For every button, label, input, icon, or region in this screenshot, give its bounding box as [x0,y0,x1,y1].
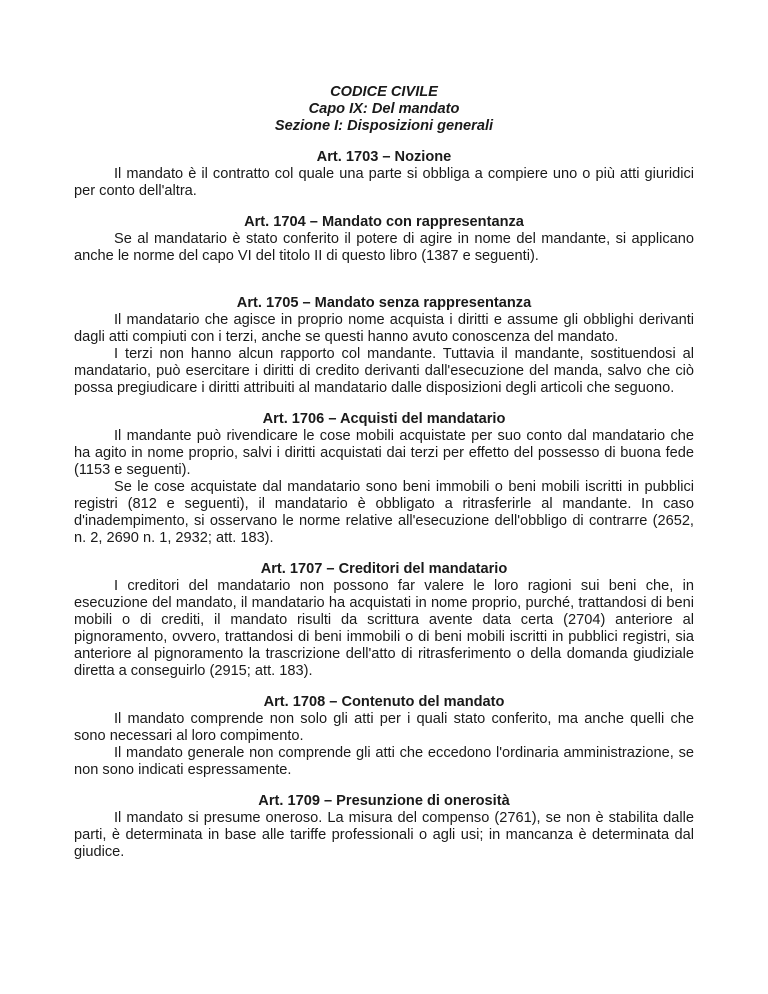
code-title: CODICE CIVILE [330,84,438,100]
article-1708 [74,694,694,779]
article-paragraph: Il mandato si presume oneroso. La misura del compenso (2761), se non è stabilita dalle parti, è determinata in base alle tariffe professionali o agli usi; in mancanza è determinata dal giudice. [74,810,694,860]
article-paragraph: I terzi non hanno alcun rapporto col mandante. Tuttavia il mandante, sostituendosi al mandatario, può esercitare i diritti di credito derivanti dall'esecuzione del manda, salvo che ciò possa pregiudicare i diritti attribuiti al mandatario dalle disposizioni degli articoli che seguono. [74,346,694,396]
article-title: Art. 1707 – Creditori del mandatario [260,561,508,577]
article-1707 [74,561,694,680]
document-header [74,84,694,135]
article-paragraph: Il mandato comprende non solo gli atti per i quali stato conferito, ma anche quelli che sono necessari al loro compimento. [74,711,694,744]
article-title: Art. 1705 – Mandato senza rappresentanza [236,295,532,311]
article-title: Art. 1704 – Mandato con rappresentanza [244,214,524,230]
article-paragraph: Il mandato generale non comprende gli atti che eccedono l'ordinaria amministrazione, se non sono indicati espressamente. [74,745,694,778]
article-title: Art. 1708 – Contenuto del mandato [263,694,505,710]
chapter-title: Capo IX: Del mandato [308,101,460,117]
article-paragraph: I creditori del mandatario non possono far valere le loro ragioni sui beni che, in esecuzione del mandato, il mandatario ha acquistati in nome proprio, purché, trattandosi di beni mobili o di crediti, il mandato risulti da scrittura avente data certa (2704) anteriore al pignoramento, ovvero, trattandosi di beni immobili o di beni mobili iscritti in pubblici registri, sia anteriore al pignoramento la trascrizione dell'atto di ritrasferimento o della domanda giudiziale diretta a conseguirlo (2915; att. 183). [74,578,694,679]
article-title: Art. 1706 – Acquisti del mandatario [262,411,506,427]
document-page [74,84,694,875]
article-paragraph: Il mandatario che agisce in proprio nome acquista i diritti e assume gli obblighi derivanti dagli atti compiuti con i terzi, anche se questi hanno avuto conoscenza del mandato. [74,312,694,345]
article-1706 [74,411,694,547]
article-1705 [74,295,694,397]
article-1709 [74,793,694,861]
article-paragraph: Il mandato è il contratto col quale una parte si obbliga a compiere uno o più atti giuridici per conto dell'altra. [74,166,694,199]
article-1703 [74,149,694,200]
article-paragraph: Se al mandatario è stato conferito il potere di agire in nome del mandante, si applicano anche le norme del capo VI del titolo II di questo libro (1387 e seguenti). [74,231,694,264]
article-title: Art. 1703 – Nozione [316,149,452,165]
article-paragraph: Il mandante può rivendicare le cose mobili acquistate per suo conto dal mandatario che ha agito in nome proprio, salvi i diritti acquistati dai terzi per effetto del possesso di buona fede (1153 e seguenti). [74,428,694,478]
article-paragraph: Se le cose acquistate dal mandatario sono beni immobili o beni mobili iscritti in pubblici registri (812 e seguenti), il mandatario è obbligato a ritrasferirle al mandante. In caso d'inadempimento, si osservano le norme relative all'esecuzione dell'obbligo di contrarre (2652, n. 2, 2690 n. 1, 2932; att. 183). [74,479,694,546]
article-1704 [74,214,694,265]
article-title: Art. 1709 – Presunzione di onerosità [258,793,510,809]
section-title: Sezione I: Disposizioni generali [274,118,494,134]
